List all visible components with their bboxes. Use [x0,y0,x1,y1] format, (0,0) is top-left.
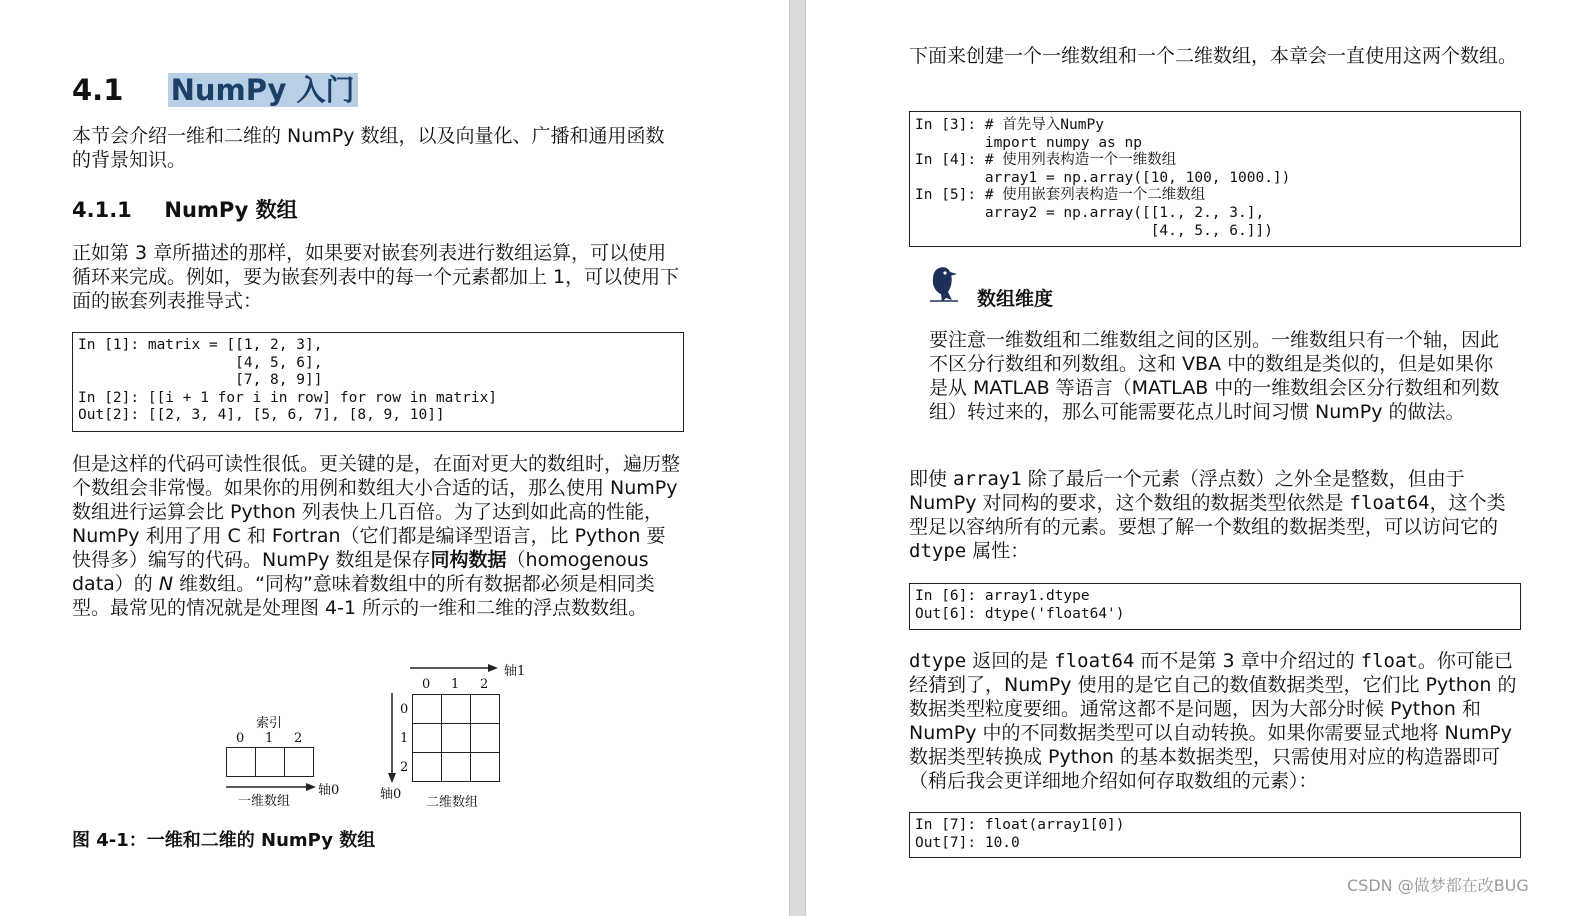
array2d-cell [441,723,471,753]
paragraph-dtype-details [909,649,1521,793]
array2d-cell [412,752,442,782]
para-text: 。你可能已经猜到了，NumPy 使用的是它自己的数值数据类型，它们比 Python 的数据类型粒度要细。通常这都不是问题，因为大部分时候 Python 和 NumPy 中的不同数据类型可以自动转换。如果你需要显式地将 NumPy 数据类型转换成 Python 的基本数据类型，只需使用对应的构造器即可（稍后我会更详细地介绍如何存取数组的元素）： [909,650,1517,792]
code-line: In [1]: matrix = [[1, 2, 3], [78,337,323,353]
code-line: import numpy as np [915,134,1142,151]
code-block-3 [909,583,1521,630]
section-heading [72,68,358,109]
col-index-2: 2 [480,677,489,692]
axis1-label: 轴1 [504,664,526,679]
array2d-cell [441,752,471,782]
para-text: 即使 [909,468,954,490]
para-text: 但是这样的代码可读性很低。更关键的是，在面对更大的数组时，遍历整个数组会非常慢。如果你的用例和数组大小合适的话，那么使用 NumPy 数组进行运算会比 Python 列表快上几百倍。为了达到如此高的性能，NumPy 利用了用 C 和 Fortran（它们都是编译型语言，比 Python 要快得多）编写的代码。NumPy 数组是保存 [72,453,681,571]
code-block-1 [72,332,684,432]
figure-caption: 图 4-1：一维和二维的 NumPy 数组 [72,830,376,851]
index-label: 索引 [256,716,283,731]
array2d-cell [441,694,471,724]
subsection-heading [72,194,298,224]
code-line: In [3]: # 首先导入NumPy [915,117,1104,133]
col-index-0: 0 [422,677,431,692]
array2d-cell [470,752,500,782]
axis0-label-2d: 轴0 [380,787,402,802]
watermark: CSDN @做梦都在改BUG [1347,876,1529,895]
para-text: 维数组。“同构”意味着数组中的所有数据都必须是相同类型。最常见的情况就是处理图 4-1 所示的一维和二维的浮点数数组。 [72,573,655,619]
code-line: [4, 5, 6], [78,354,323,371]
row-index-0: 0 [400,702,409,717]
code-line: Out[2]: [[2, 3, 4], [5, 6, 7], [8, 9, 10]] [78,407,445,424]
paragraph-homogeneous [72,452,682,620]
inline-code: array1 [953,468,1022,490]
code-line: [4., 5., 6.]]) [915,222,1273,239]
label-1d-array: 一维数组 [238,794,291,809]
code-line: In [7]: float(array1[0]) [915,817,1125,833]
index-0: 0 [236,731,245,746]
axis0-arrow-2d [385,693,399,785]
intro-paragraph: 本节会介绍一维和二维的 NumPy 数组，以及向量化、广播和通用函数的背景知识。 [72,125,665,171]
code-block-2 [909,111,1521,247]
code-line: In [4]: # 使用列表构造一个一维数组 [915,152,1177,169]
bold-term: 同构数据 [430,549,507,571]
inline-code: float64 [1349,492,1430,514]
italic-n: N [158,573,174,595]
array1d-cell [255,747,285,777]
para-text: ，这个类型足以容纳所有的元素。要想了解一个数组的数据类型，可以访问它的 [909,492,1506,538]
code-line: Out[6]: dtype('float64') [915,605,1125,622]
index-2: 2 [294,731,303,746]
array2d-cell [412,694,442,724]
array2d-cell [412,723,442,753]
note-text: 要注意一维数组和二维数组之间的区别。一维数组只有一个轴，因此不区分行数组和列数组。这和 VBA 中的数组是类似的，但是如果你是从 MATLAB 等语言（MATLAB 中的一维数组会区分行数组和列数组）转过来的，那么可能需要花点儿时间习惯 NumPy 的做法。 [929,329,1500,423]
paragraph-nested-list: 正如第 3 章所描述的那样，如果要对嵌套列表进行数组运算，可以使用循环来完成。例如，要为嵌套列表中的每一个元素都加上 1，可以使用下面的嵌套列表推导式： [72,242,680,312]
inline-code: float64 [1054,650,1135,672]
array2d-cell [470,723,500,753]
para-text: 除了最后一个元素（浮点数）之外全是整数，但由于 NumPy 对同构的要求，这个数组的数据类型依然是 [909,468,1465,514]
code-line: In [2]: [[i + 1 for i in row] for row in matrix] [78,389,498,406]
section-title-selected[interactable]: NumPy 入门 [168,73,358,107]
subsection-title: NumPy 数组 [164,198,298,222]
index-1: 1 [265,731,274,746]
inline-code: dtype [909,650,967,672]
section-number: 4.1 [72,73,124,107]
figure-4-1 [220,655,530,815]
code-line: In [5]: # 使用嵌套列表构造一个二维数组 [915,187,1206,204]
note-title: 数组维度 [977,288,1054,310]
right-page [806,0,1590,916]
row-index-1: 1 [400,731,409,746]
code-line: array1 = np.array([10, 100, 1000.]) [915,169,1291,186]
row-index-2: 2 [400,760,409,775]
page-gutter [789,0,806,916]
para-text: 返回的是 [966,650,1055,672]
axis1-arrow [408,662,508,674]
code-line: [7, 8, 9]] [78,372,323,389]
label-2d-array: 二维数组 [426,795,479,810]
code-line: Out[7]: 10.0 [915,834,1020,851]
array2d-cell [470,694,500,724]
code-block-4 [909,812,1521,858]
subsection-number: 4.1.1 [72,198,132,222]
para-text: 而不是第 3 章中介绍过的 [1134,650,1361,672]
array1d-cell [226,747,256,777]
col-index-1: 1 [451,677,460,692]
paragraph-dtype-intro [909,467,1521,563]
bird-icon [926,264,960,304]
code-line: In [6]: array1.dtype [915,588,1090,604]
left-page [0,0,789,916]
code-line: array2 = np.array([[1., 2., 3.], [915,204,1265,221]
array1d-cell [284,747,314,777]
para-text: （homogenous data）的 [72,549,649,595]
para-text: 属性： [966,540,1030,562]
inline-code: float [1360,650,1418,672]
paragraph-create-arrays: 下面来创建一个一维数组和一个二维数组，本章会一直使用这两个数组。 [909,45,1518,67]
inline-code: dtype [909,540,967,562]
axis0-label-1d: 轴0 [318,783,340,798]
